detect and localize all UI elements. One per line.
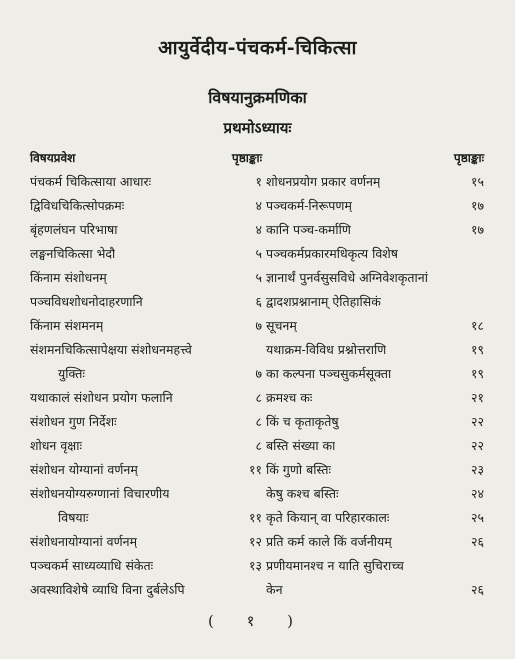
toc-entry-title: ज्ञानार्थं पुनर्वसुसविधे अग्निवेशकृतानां xyxy=(266,270,428,285)
toc-entry-title: संशोधनायोग्यानां वर्णनम् xyxy=(30,534,138,549)
toc-entry-text xyxy=(266,482,339,506)
toc-entry-text xyxy=(30,314,103,338)
toc-entry-title: पञ्चकर्म-निरूपणम् xyxy=(266,198,352,213)
toc-entry-page: १ xyxy=(255,174,262,189)
toc-entry-page: १५ xyxy=(470,174,484,189)
toc-entry-page: २४ xyxy=(470,486,484,501)
left-entry-list xyxy=(30,170,262,602)
toc-entry xyxy=(266,314,484,338)
toc-entry xyxy=(30,218,262,242)
toc-entry-page: ७ xyxy=(255,318,262,333)
toc-entry-text xyxy=(266,290,381,314)
toc-entry-text xyxy=(30,554,153,578)
toc-entry xyxy=(266,410,484,434)
toc-entry-title: पञ्चविधशोधनोदाहरणानि xyxy=(30,294,143,309)
toc-entry-text xyxy=(30,410,117,434)
page-number-footer: ( १ ) xyxy=(207,612,308,630)
book-title: आयुर्वेदीय-पंचकर्म-चिकित्सा xyxy=(158,37,357,59)
toc-entry-page: १७ xyxy=(470,222,484,237)
toc-entry-text xyxy=(266,266,428,290)
toc-entry-page: ४ xyxy=(255,198,262,213)
toc-entry-text xyxy=(266,194,352,218)
toc-entry xyxy=(266,338,484,362)
toc-entry xyxy=(266,386,484,410)
toc-entry xyxy=(266,218,484,242)
toc-entry-title: किंनाम संशमनम् xyxy=(30,318,104,333)
toc-entry xyxy=(266,266,484,290)
toc-entry-text xyxy=(30,530,137,554)
toc-entry xyxy=(30,338,262,386)
toc-entry-text xyxy=(30,266,107,290)
page-number-header: पृष्ठाङ्काः xyxy=(231,151,262,165)
toc-entry xyxy=(266,530,484,554)
toc-entry-page: १९ xyxy=(470,366,484,381)
toc-entry xyxy=(30,386,262,410)
toc-entry xyxy=(266,458,484,482)
toc-entry-page: ११ xyxy=(248,510,262,525)
right-column xyxy=(266,146,484,602)
toc-entry-title: क्रमश्च कः xyxy=(266,390,313,405)
toc-entry xyxy=(30,410,262,434)
toc-entry-title: शोधन वृक्षाः xyxy=(30,438,83,453)
toc-entry xyxy=(266,362,484,386)
toc-entry-text xyxy=(30,290,143,314)
toc-entry xyxy=(30,314,262,338)
subject-header: विषयप्रवेश xyxy=(30,151,76,165)
toc-entry-page: २२ xyxy=(470,414,484,429)
toc-entry-page: ८ xyxy=(255,414,262,429)
toc-entry-title: अवस्थाविशेषे व्याधि विना दुर्बलेऽपि xyxy=(30,582,185,597)
toc-entry-text xyxy=(266,530,392,554)
chapter-heading: प्रथमोऽध्यायः xyxy=(223,119,292,137)
toc-entry-text xyxy=(266,170,380,194)
toc-entry-text xyxy=(266,218,351,242)
toc-entry-text xyxy=(30,170,151,194)
right-column-header xyxy=(266,146,484,170)
toc-entry-continuation: विषयाः xyxy=(58,510,89,525)
toc-entry-text xyxy=(266,410,339,434)
toc-entry-text xyxy=(266,362,391,386)
toc-entry-page: ६ xyxy=(255,294,262,309)
toc-entry-page: ८ xyxy=(255,438,262,453)
toc-entry-page: २३ xyxy=(470,462,484,477)
toc-entry-title: केन xyxy=(266,582,283,597)
toc-entry xyxy=(266,482,484,506)
toc-entry xyxy=(266,506,484,530)
left-column xyxy=(30,146,262,602)
toc-entry-text xyxy=(266,386,312,410)
toc-entry xyxy=(30,530,262,554)
toc-entry xyxy=(266,242,484,266)
toc-entry-title: पंचकर्म चिकित्साया आधारः xyxy=(30,174,152,189)
toc-entry-text xyxy=(30,482,169,530)
toc-entry xyxy=(266,290,484,314)
toc-entry-text xyxy=(30,218,118,242)
toc-entry-page: १८ xyxy=(470,318,484,333)
toc-entry-title: बस्ति संख्या का xyxy=(266,438,336,453)
toc-entry-page: ८ xyxy=(255,390,262,405)
toc-entry-title: पञ्चकर्मप्रकारमधिकृत्य विशेष xyxy=(266,246,399,261)
toc-entry-title: प्रति कर्म काले किं वर्जनीयम् xyxy=(266,534,392,549)
toc-entry-page: २६ xyxy=(470,534,484,549)
toc-entry-continuation: युक्तिः xyxy=(58,366,85,381)
toc-entry xyxy=(266,194,484,218)
toc-entry xyxy=(30,290,262,314)
toc-entry-title: कानि पञ्च-कर्माणि xyxy=(266,222,351,237)
toc-entry-text xyxy=(266,578,283,602)
toc-entry xyxy=(30,170,262,194)
left-column-header xyxy=(30,146,262,170)
toc-entry-text xyxy=(266,434,335,458)
toc-entry-title: किं गुणो बस्तिः xyxy=(266,462,331,477)
toc-entry-page: ७ xyxy=(255,366,262,381)
toc-entry-title: शोधनप्रयोग प्रकार वर्णनम् xyxy=(266,174,381,189)
toc-entry-page: १७ xyxy=(470,198,484,213)
toc-entry xyxy=(30,554,262,578)
toc-entry xyxy=(30,434,262,458)
toc-entry xyxy=(30,266,262,290)
toc-entry-text xyxy=(266,458,331,482)
toc-entry-page: ५ xyxy=(255,246,262,261)
toc-entry-title: लङ्घनचिकित्सा भेदौ xyxy=(30,246,116,261)
toc-entry-text xyxy=(30,578,185,602)
toc-entry xyxy=(30,194,262,218)
toc-entry xyxy=(266,554,484,578)
toc-entry xyxy=(30,482,262,530)
toc-entry xyxy=(266,578,484,602)
toc-entry-title: किंनाम संशोधनम् xyxy=(30,270,107,285)
toc-entry-text xyxy=(266,554,404,578)
toc-entry-text xyxy=(30,434,82,458)
toc-entry-title: संशोधन योग्यानां वर्णनम् xyxy=(30,462,138,477)
toc-entry-text xyxy=(30,242,115,266)
toc-entry-page: ४ xyxy=(255,222,262,237)
toc-entry-title: केषु कश्च बस्तिः xyxy=(266,486,339,501)
toc-entry-page: १९ xyxy=(470,342,484,357)
toc-entry-title: द्वादशप्रश्नानाम् ऐतिहासिकं xyxy=(266,294,381,309)
toc-entry-text xyxy=(266,242,398,266)
toc-entry-title: संशोधनयोग्यरुग्णानां विचारणीय xyxy=(30,486,170,501)
toc-entry-text xyxy=(30,338,192,386)
toc-entry-page: १२ xyxy=(248,534,262,549)
toc-entry xyxy=(30,578,262,602)
toc-entry-title: प्रणीयमानश्च न याति सुचिराच्च xyxy=(266,558,404,573)
toc-entry xyxy=(30,242,262,266)
toc-entry xyxy=(30,458,262,482)
toc-entry-title: बृंहणलंघन परिभाषा xyxy=(30,222,118,237)
toc-entry-page: ५ xyxy=(255,270,262,285)
toc-entry-text xyxy=(266,338,386,362)
toc-entry-title: सूचनम् xyxy=(266,318,297,333)
toc-entry-page: २५ xyxy=(470,510,484,525)
right-entry-list xyxy=(266,170,484,602)
toc-entry-title: का कल्पना पञ्चसुकर्मसूक्ता xyxy=(266,366,392,381)
toc-entry-text xyxy=(30,458,138,482)
toc-entry-text xyxy=(266,506,389,530)
toc-entry-title: संशोधन गुण निर्देशः xyxy=(30,414,117,429)
toc-entry-page: २६ xyxy=(470,582,484,597)
toc-entry-page: ११ xyxy=(248,462,262,477)
toc-entry-text xyxy=(30,194,124,218)
toc-entry-page: १३ xyxy=(248,558,262,573)
toc-entry-text xyxy=(266,314,297,338)
toc-entry xyxy=(266,170,484,194)
toc-entry-page: २१ xyxy=(470,390,484,405)
toc-entry-page: २२ xyxy=(470,438,484,453)
toc-entry-title: पञ्चकर्म साध्यव्याधि संकेतः xyxy=(30,558,154,573)
toc-entry-title: कृते कियान् वा परिहारकालः xyxy=(266,510,390,525)
toc-entry-text xyxy=(30,386,173,410)
toc-entry-title: संशमनचिकित्सापेक्षया संशोधनमहत्त्वे xyxy=(30,342,192,357)
toc-entry xyxy=(266,434,484,458)
page-number-header: पृष्ठाङ्काः xyxy=(453,151,484,165)
toc-entry-title: द्विविधचिकित्सोपक्रमः xyxy=(30,198,125,213)
contents-heading: विषयानुक्रमणिका xyxy=(208,88,307,107)
toc-entry-title: यथाकालं संशोधन प्रयोग फलानि xyxy=(30,390,173,405)
toc-entry-title: किं च कृताकृतेषु xyxy=(266,414,339,429)
toc-entry-title: यथाक्रम-विविध प्रश्नोत्तराणि xyxy=(266,342,387,357)
